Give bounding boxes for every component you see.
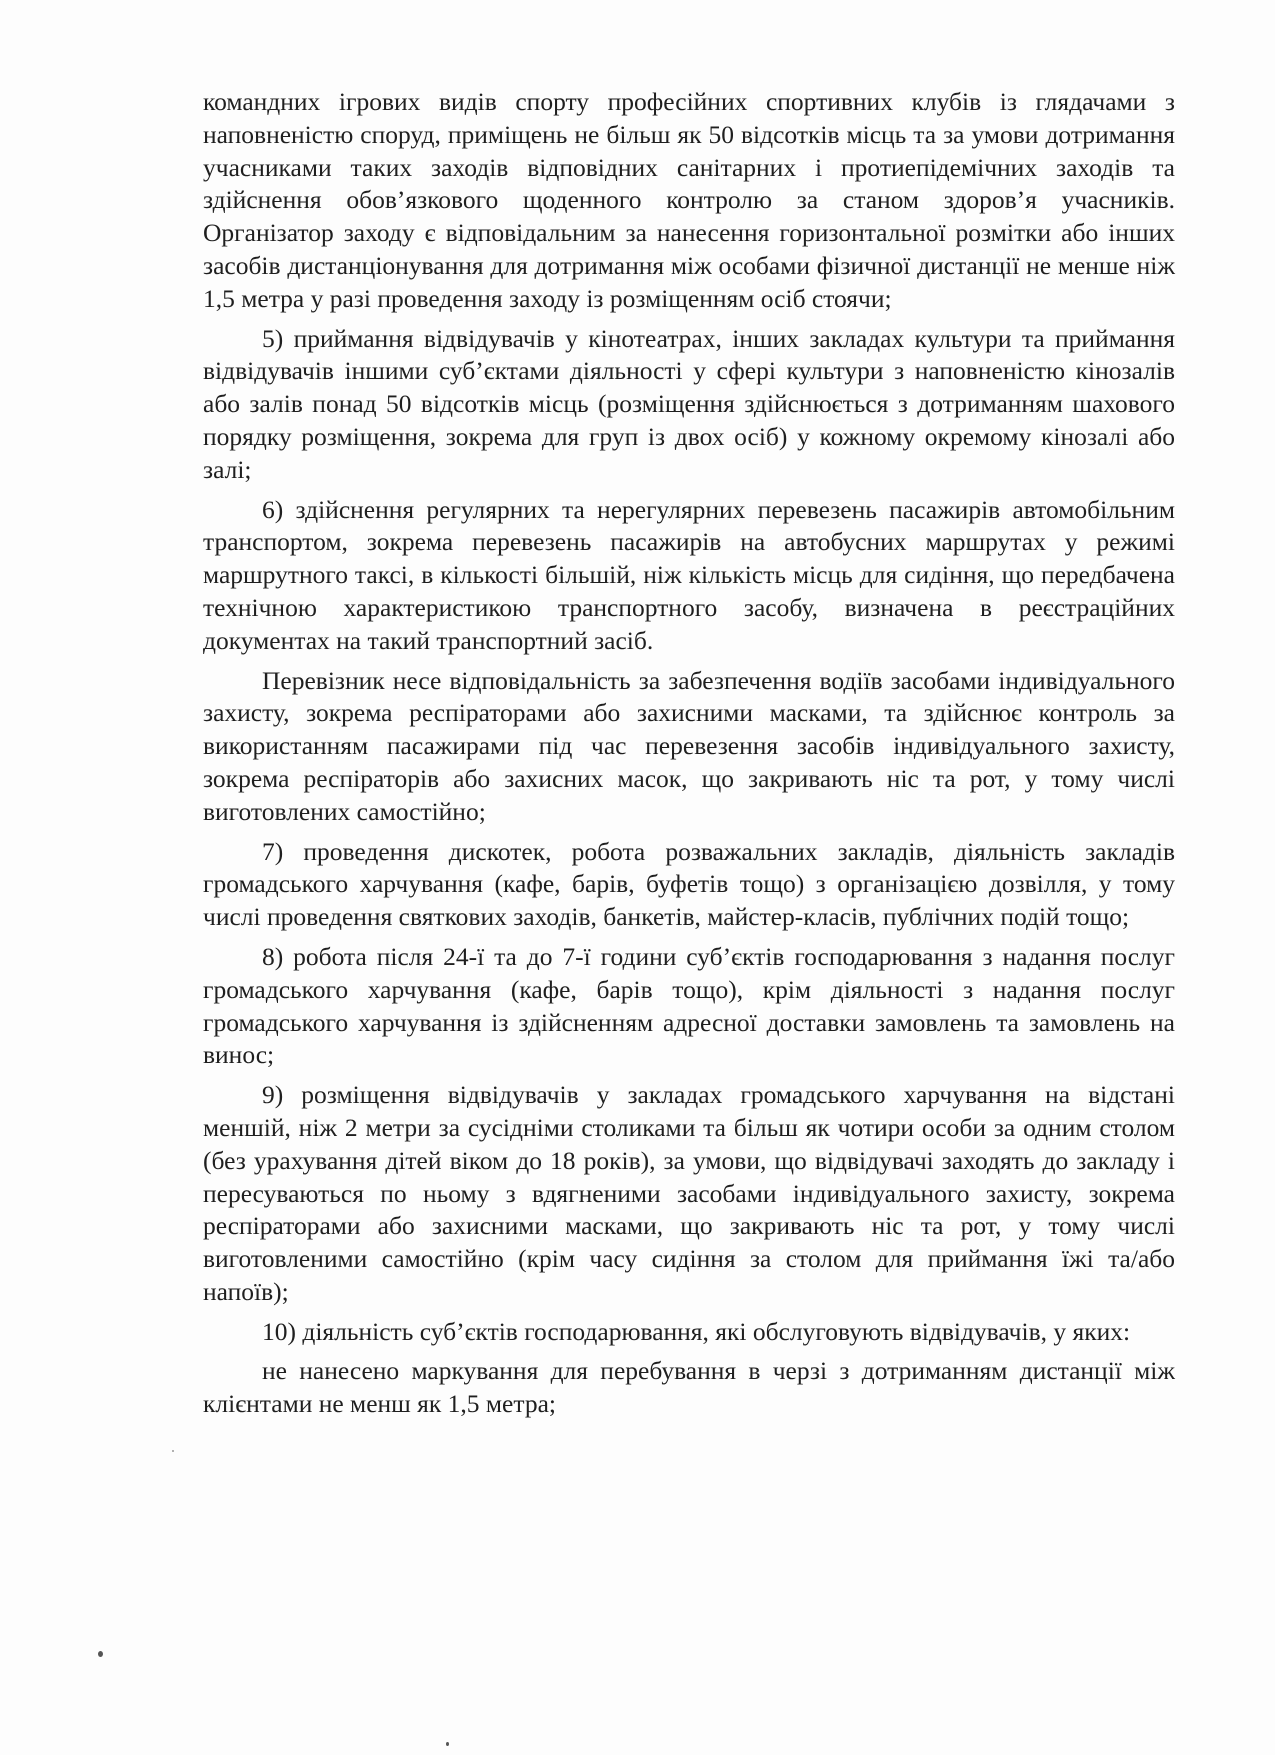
paragraph-continuation: командних ігрових видів спорту професійних спортивних клубів із глядачами з наповненістю споруд, приміщень не більш як 50 відсотків місць та за умови дотримання учасниками таких заходів відповідних санітарних і протиепідемічних заходів та здійснення обов’язкового щоденного контролю за станом здоров’я учасників. Організатор заходу є відповідальним за нанесення горизонтальної розмітки або інших засобів дистанціонування для дотримання між особами фізичної дистанції не менше ніж 1,5 метра у разі проведення заходу із розміщенням осіб стоячи; (203, 87, 1175, 313)
paragraph-carrier-responsibility: Перевізник несе відповідальність за забезпечення водіїв засобами індивідуального захисту, зокрема респіраторами або захисними масками, та здійснює контроль за використанням пасажирами під час перевезення засобів індивідуального захисту, зокрема респіраторів або захисних масок, що закривають ніс та рот, у тому числі виготовлених самостійно; (203, 665, 1175, 826)
paragraph-item-9: 9) розміщення відвідувачів у закладах громадського харчування на відстані меншій, ніж 2 метри за сусідніми столиками та більш як чотири особи за одним столом (без урахування дітей віком до 18 років), за умови, що відвідувачі заходять до закладу і пересуваються по ньому з вдягненими засобами індивідуального захисту, зокрема респіраторами або захисними масками, що закривають ніс та рот, у тому числі виготовленими самостійно (крім часу сидіння за столом для приймання їжі та/або напоїв); (203, 1080, 1175, 1306)
scan-speck (446, 1742, 449, 1746)
paragraph-item-5: 5) приймання відвідувачів у кінотеатрах, інших закладах культури та приймання відвідувачів іншими суб’єктами діяльності у сфері культури з наповненістю кінозалів або залів понад 50 відсотків місць (розміщення здійснюється з дотриманням шахового порядку розміщення, зокрема для груп із двох осіб) у кожному окремому кінозалі або залі; (203, 323, 1175, 484)
paragraph-item-10: 10) діяльність суб’єктів господарювання, які обслуговують відвідувачів, у яких: (262, 1316, 1131, 1346)
scan-speck (172, 1450, 174, 1452)
paragraph-item-6: 6) здійснення регулярних та нерегулярних перевезень пасажирів автомобільним транспортом, зокрема перевезень пасажирів на автобусних маршрутах у режимі маршрутного таксі, в кількості більшій, ніж кількість місць для сидіння, що передбачена технічною характеристикою транспортного засобу, визначена в реєстраційних документах на такий транспортний засіб. (203, 494, 1175, 655)
scan-speck (98, 1651, 103, 1657)
paragraph-item-10-sub: не нанесено маркування для перебування в черзі з дотриманням дистанції між клієнтами не менш як 1,5 метра; (203, 1356, 1175, 1419)
paragraph-item-8: 8) робота після 24-ї та до 7-ї години суб’єктів господарювання з надання послуг громадського харчування (кафе, барів тощо), крім діяльності з надання послуг громадського харчування із здійсненням адресної доставки замовлень та замовлень на винос; (203, 941, 1175, 1070)
document-body (203, 86, 1175, 1428)
paragraph-item-7: 7) проведення дискотек, робота розважальних закладів, діяльність закладів громадського харчування (кафе, барів, буфетів тощо) з організацією дозвілля, у тому числі проведення святкових заходів, банкетів, майстер-класів, публічних подій тощо; (203, 836, 1175, 932)
